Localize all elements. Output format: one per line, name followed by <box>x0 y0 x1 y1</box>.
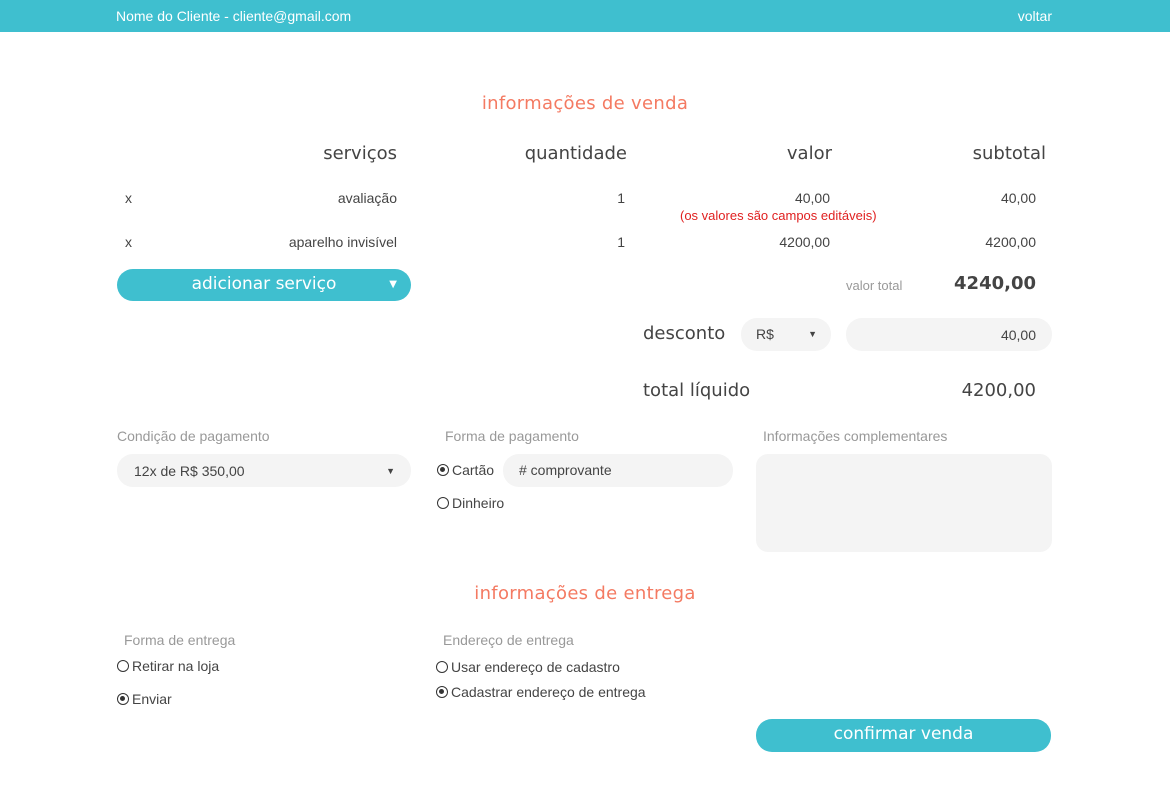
discount-type-select[interactable] <box>741 318 831 351</box>
back-link[interactable]: voltar <box>1017 8 1052 24</box>
delivery-section-title: informações de entrega <box>474 583 696 604</box>
confirm-sale-button[interactable] <box>756 719 1051 752</box>
add-service-label: adicionar serviço <box>191 274 337 294</box>
radio-unchecked-icon <box>436 661 448 673</box>
receipt-input[interactable] <box>503 454 733 487</box>
net-total-label: total líquido <box>643 380 751 401</box>
column-header-quantity: quantidade <box>524 143 627 164</box>
payment-condition-select[interactable] <box>117 454 411 487</box>
radio-checked-icon <box>117 693 129 705</box>
additional-info-textarea[interactable] <box>756 454 1052 552</box>
delivery-pickup-label: Retirar na loja <box>132 658 220 674</box>
payment-method-card[interactable] <box>437 462 494 478</box>
remove-item-button[interactable]: x <box>125 234 132 250</box>
use-registered-address-option[interactable] <box>436 659 620 675</box>
payment-method-cash[interactable] <box>437 495 504 511</box>
remove-item-button[interactable]: x <box>125 190 132 206</box>
sale-section-title: informações de venda <box>481 93 689 114</box>
value-field[interactable]: 4200,00 <box>779 234 830 250</box>
use-registered-address-label: Usar endereço de cadastro <box>451 659 620 675</box>
total-value: 4240,00 <box>954 273 1036 294</box>
column-header-subtotal: subtotal <box>972 143 1046 164</box>
discount-value: 40,00 <box>1000 327 1036 343</box>
delivery-method-label: Forma de entrega <box>124 632 236 648</box>
discount-type-value: R$ <box>756 326 774 342</box>
receipt-placeholder: # comprovante <box>519 462 612 478</box>
column-header-value: valor <box>786 143 832 164</box>
radio-checked-icon <box>437 464 449 476</box>
delivery-address-label: Endereço de entrega <box>443 632 574 648</box>
total-label: valor total <box>846 278 903 293</box>
radio-checked-icon <box>436 686 448 698</box>
payment-method-card-label: Cartão <box>452 462 495 478</box>
net-total-value: 4200,00 <box>961 380 1036 401</box>
value-field[interactable]: 40,00 <box>794 190 830 206</box>
delivery-send-option[interactable] <box>117 691 172 707</box>
additional-info-label: Informações complementares <box>763 428 948 444</box>
quantity-field[interactable]: 1 <box>617 234 625 250</box>
add-service-dropdown[interactable] <box>117 269 411 301</box>
radio-unchecked-icon <box>437 497 449 509</box>
subtotal-value: 4200,00 <box>985 234 1036 250</box>
service-name: aparelho invisível <box>288 234 397 250</box>
payment-condition-value: 12x de R$ 350,00 <box>134 463 245 479</box>
confirm-sale-label: confirmar venda <box>833 724 974 744</box>
chevron-down-icon: ▼ <box>389 279 397 290</box>
register-new-address-option[interactable] <box>436 684 646 700</box>
payment-method-label: Forma de pagamento <box>445 428 579 444</box>
delivery-send-label: Enviar <box>132 691 172 707</box>
payment-method-cash-label: Dinheiro <box>452 495 505 511</box>
quantity-field[interactable]: 1 <box>617 190 625 206</box>
discount-input[interactable] <box>846 318 1052 351</box>
subtotal-value: 40,00 <box>1000 190 1036 206</box>
chevron-down-icon: ▼ <box>386 466 395 476</box>
radio-unchecked-icon <box>117 660 129 672</box>
client-info: Nome do Cliente - cliente@gmail.com <box>116 8 352 24</box>
service-name: avaliação <box>337 190 397 206</box>
top-bar <box>0 0 1170 32</box>
column-header-services: serviços <box>323 143 397 164</box>
editable-values-note: (os valores são campos editáveis) <box>680 208 877 223</box>
register-new-address-label: Cadastrar endereço de entrega <box>451 684 646 700</box>
chevron-down-icon: ▼ <box>808 329 817 339</box>
delivery-pickup-option[interactable] <box>117 658 219 674</box>
payment-condition-label: Condição de pagamento <box>117 428 270 444</box>
discount-label: desconto <box>643 323 726 344</box>
